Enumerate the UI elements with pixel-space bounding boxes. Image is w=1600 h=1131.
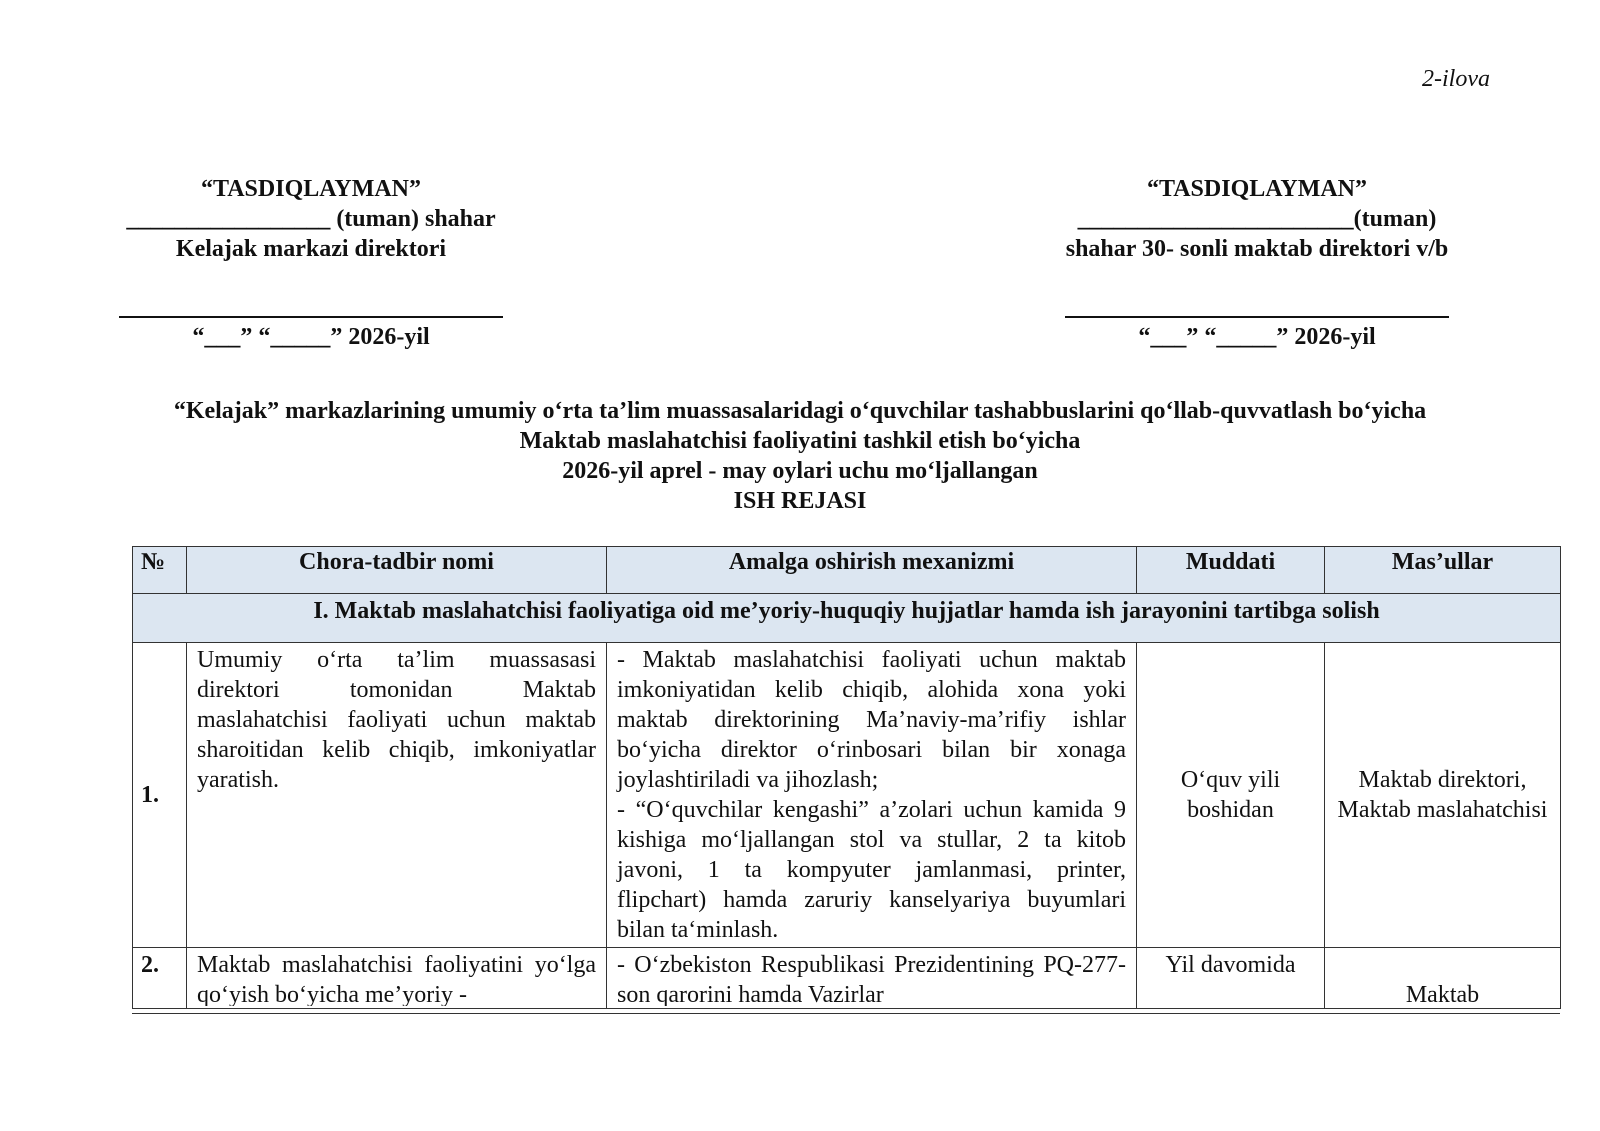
table-bottom-border [132, 1013, 1560, 1014]
header-deadline: Muddati [1137, 547, 1325, 594]
approval-block-left [96, 174, 526, 352]
row-activity-name: Maktab maslahatchisi faoliyatini yo‘lga qo‘yish bo‘yicha me’yoriy - [187, 948, 607, 1009]
title-line-3: 2026-yil aprel - may oylari uchu mo‘ljallangan [562, 458, 1038, 484]
table-row [133, 948, 1561, 1009]
row-activity-name: Umumiy o‘rta ta’lim muassasasi direktori tomonidan Maktab maslahatchisi faoliyati uchun maktab sharoitidan kelib chiqib, imkoniyatlar yaratish. [187, 643, 607, 948]
row-deadline: O‘quv yili boshidan [1137, 643, 1325, 948]
row-responsible: Maktab [1325, 948, 1561, 1009]
approval-date: “___” “_____” 2026-yil [1138, 324, 1376, 350]
row-number: 2. [133, 948, 187, 1009]
section-title: I. Maktab maslahatchisi faoliyatiga oid me’yoriy-huquqiy hujjatlar hamda ish jarayonini tartibga solish [133, 594, 1561, 643]
header-activity-name: Chora-tadbir nomi [187, 547, 607, 594]
row-mechanism: - O‘zbekiston Respublikasi Prezidentining PQ-277-son qarorini hamda Vazirlar [607, 948, 1137, 1009]
approval-district-line: _______________________(tuman) [1077, 206, 1437, 232]
approval-heading: “TASDIQLAYMAN” [1146, 176, 1368, 202]
approval-position: shahar 30- sonli maktab direktori v/b [1065, 236, 1449, 262]
table-row [133, 643, 1561, 948]
approval-position: Kelajak markazi direktori [175, 236, 447, 262]
header-responsible: Mas’ullar [1325, 547, 1561, 594]
approval-district-line: _________________ (tuman) shahar [126, 206, 496, 232]
title-line-1: “Kelajak” markazlarining umumiy o‘rta ta’lim muassasalaridagi o‘quvchilar tashabbuslarini qo‘llab-quvvatlash bo‘yicha [173, 398, 1427, 424]
table-header-row [133, 547, 1561, 594]
annex-label: 2-ilova [1422, 66, 1490, 92]
signature-line [1032, 264, 1482, 322]
approval-heading: “TASDIQLAYMAN” [200, 176, 422, 202]
row-responsible: Maktab direktori, Maktab maslahatchisi [1325, 643, 1561, 948]
work-plan-table [132, 546, 1561, 1009]
header-mechanism: Amalga oshirish mexanizmi [607, 547, 1137, 594]
approval-block-right [1032, 174, 1482, 352]
document-title [40, 396, 1560, 516]
mechanism-item: - “O‘quvchilar kengashi” a’zolari uchun kamida 9 kishiga mo‘ljallangan stol va stullar, 2 ta kitob javoni, 1 ta kompyuter jamlanmasi, printer, flipchart) hamda zaruriy kanselyariya buyumlari bilan ta‘minlash. [617, 797, 1126, 943]
signature-line [96, 264, 526, 322]
approval-date: “___” “_____” 2026-yil [192, 324, 430, 350]
mechanism-item: - Maktab maslahatchisi faoliyati uchun maktab imkoniyatidan kelib chiqib, alohida xona yoki maktab direktorining Ma’naviy-ma’rifiy ishlar bo‘yicha direktor o‘rinbosari bilan bir xonaga joylashtiriladi va jihozlash; [617, 647, 1126, 793]
row-number: 1. [133, 643, 187, 948]
section-row [133, 594, 1561, 643]
title-line-4: ISH REJASI [733, 488, 867, 514]
page-bottom [0, 1014, 1600, 1131]
row-mechanism [607, 643, 1137, 948]
header-number: № [133, 547, 187, 594]
row-deadline: Yil davomida [1137, 948, 1325, 1009]
title-line-2: Maktab maslahatchisi faoliyatini tashkil etish bo‘yicha [519, 428, 1081, 454]
